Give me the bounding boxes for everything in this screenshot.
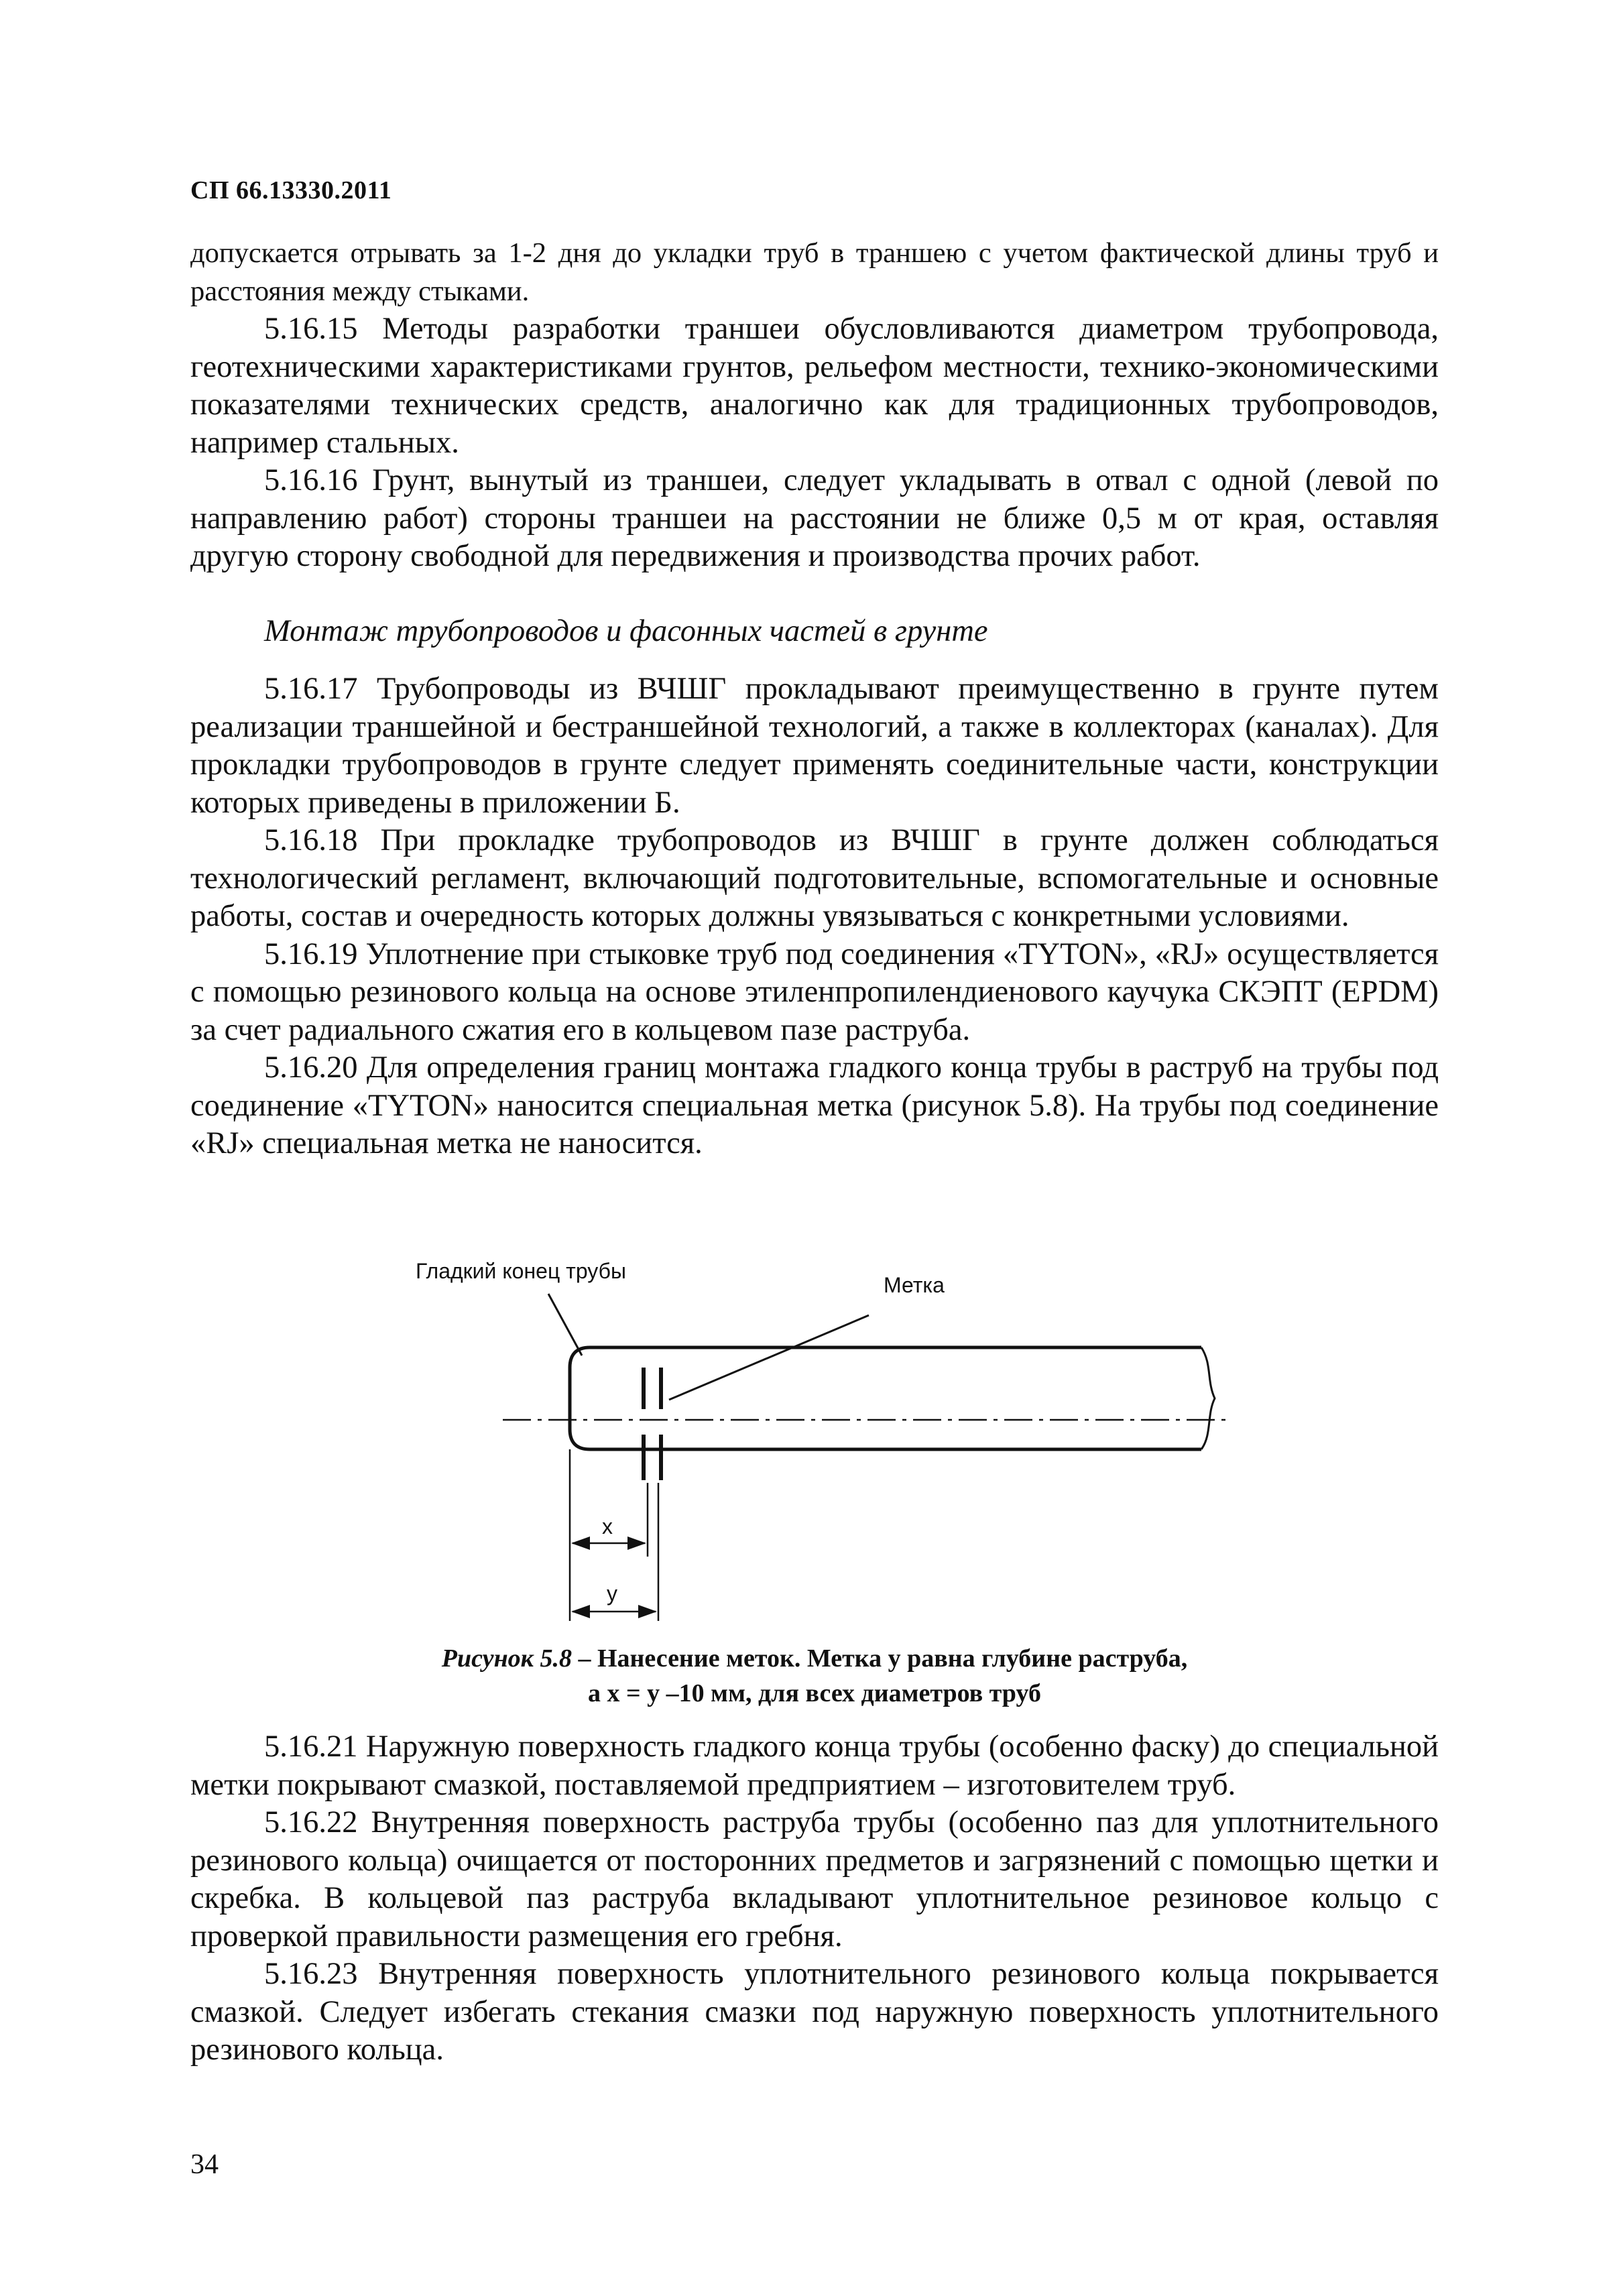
caption-prefix: Рисунок 5.8 <box>441 1644 572 1673</box>
mark-upper-right <box>659 1368 663 1409</box>
mark-lower-right <box>659 1435 663 1480</box>
paragraph-5-16-22: 5.16.22 Внутренняя поверхность раструба трубы (особенно паз для уплотнительного резинового кольца) очищается от посторонних предметов и загрязнений с помощью щетки и скребка. В кольцевой паз раструба вкладывают уплотнительное резиновое кольцо с проверкой правильности размещения его гребня. <box>190 1805 1439 1953</box>
section-subheading: Монтаж трубопроводов и фасонных частей в грунте <box>264 614 988 648</box>
dim-y-arrow-right <box>638 1605 657 1618</box>
dim-y-arrow-left <box>571 1605 590 1618</box>
figure-caption <box>190 1641 1439 1711</box>
caption-text-1: – Нанесение меток. Метка y равна глубине раструба, <box>571 1644 1188 1673</box>
dim-y-label: y <box>607 1581 617 1606</box>
label-smooth-end: Гладкий конец трубы <box>416 1259 626 1283</box>
label-mark: Метка <box>884 1273 945 1297</box>
text-block-top <box>190 235 1439 576</box>
dim-x-arrow-right <box>627 1536 646 1550</box>
text-block-bottom <box>190 1728 1439 2069</box>
paragraph-5-16-16: 5.16.16 Грунт, вынутый из траншеи, следует укладывать в отвал с одной (левой по направлению работ) стороны траншеи на расстоянии не ближе 0,5 м от края, оставляя другую сторону свободной для передвижения и производства прочих работ. <box>190 463 1439 573</box>
paragraph-5-16-15: 5.16.15 Методы разработки траншеи обусловливаются диаметром трубопровода, геотехническими характеристиками грунтов, рельефом местности, технико-экономическими показателями технических средств, аналогично как для традиционных трубопроводов, например стальных. <box>190 312 1439 460</box>
leader-mark <box>669 1315 869 1400</box>
pipe-break-line <box>1201 1347 1215 1449</box>
leader-smooth-end <box>548 1294 582 1355</box>
paragraph-continued: допускается отрывать за 1-2 дня до укладки труб в траншею с учетом фактической длины труб и расстояния между стыками. <box>190 237 1439 307</box>
dim-x-label: x <box>602 1514 613 1538</box>
text-block-middle <box>190 670 1439 1163</box>
paragraph-5-16-21: 5.16.21 Наружную поверхность гладкого конца трубы (особенно фаску) до специальной метки покрывают смазкой, поставляемой предприятием – изготовителем труб. <box>190 1730 1439 1802</box>
page-number: 34 <box>190 2149 219 2180</box>
mark-upper-left <box>642 1368 646 1409</box>
document-code-header: СП 66.13330.2011 <box>190 176 392 204</box>
caption-line-1 <box>190 1641 1439 1676</box>
paragraph-5-16-20: 5.16.20 Для определения границ монтажа гладкого конца трубы в раструб на трубы под соединение «TYTON» наносится специальная метка (рисунок 5.8). На трубы под соединение «RJ» специальная метка не наносится. <box>190 1050 1439 1160</box>
paragraph-5-16-17: 5.16.17 Трубопроводы из ВЧШГ прокладывают преимущественно в грунте путем реализации траншейной и бестраншейной технологий, а также в коллекторах (каналах). Для прокладки трубопроводов в грунте следует применять соединительные части, конструкции которых приведены в приложении Б. <box>190 672 1439 820</box>
dim-x-arrow-left <box>571 1536 590 1550</box>
pipe-outline <box>570 1347 1201 1449</box>
paragraph-5-16-23: 5.16.23 Внутренняя поверхность уплотнительного резинового кольца покрывается смазкой. Следует избегать стекания смазки под наружную поверхность уплотнительного резинового кольца. <box>190 1957 1439 2067</box>
mark-lower-left <box>642 1435 646 1480</box>
paragraph-5-16-19: 5.16.19 Уплотнение при стыковке труб под соединения «TYTON», «RJ» осуществляется с помощью резинового кольца на основе этиленпропилендиенового каучука СКЭПТ (EPDM) за счет радиального сжатия его в кольцевом пазе раструба. <box>190 936 1439 1047</box>
paragraph-5-16-18: 5.16.18 При прокладке трубопроводов из ВЧШГ в грунте должен соблюдаться технологический регламент, включающий подготовительные, вспомогательные и основные работы, состав и очередность которых должны увязываться с конкретными условиями. <box>190 823 1439 933</box>
caption-line-2: а x = y –10 мм, для всех диаметров труб <box>588 1679 1041 1707</box>
